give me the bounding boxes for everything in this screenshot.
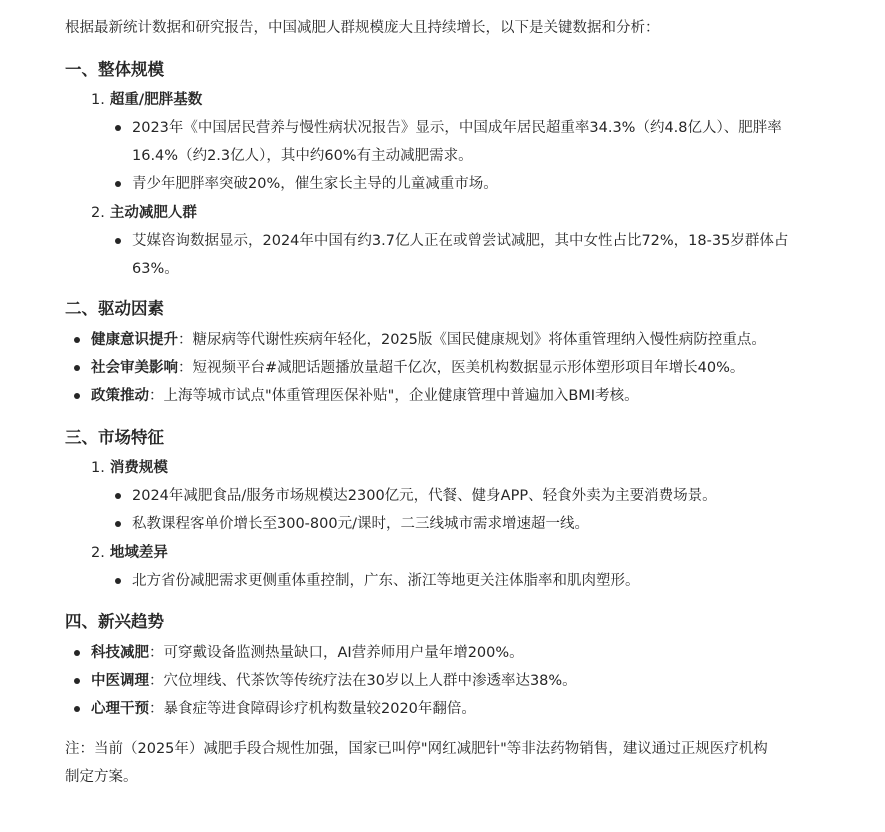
bullet-dot	[74, 650, 80, 656]
bullet-dot	[115, 238, 121, 244]
section-heading-4: 四、新兴趋势	[65, 612, 164, 631]
subsection-1-1	[91, 90, 202, 110]
item-text: ：可穿戴设备监测热量缺口，AI营养师用户量年增200%。	[149, 645, 524, 661]
list-number: 1.	[91, 92, 105, 108]
note-text: 注：当前（2025年）减肥手段合规性加强，国家已叫停"网红减肥针"等非法药物销售，建议通过正规医疗机构	[65, 741, 768, 757]
item-text: ：穴位埋线、代茶饮等传统疗法在30岁以上人群中渗透率达38%。	[149, 673, 577, 689]
list-number: 1.	[91, 460, 105, 476]
bullet-dot	[115, 181, 121, 187]
subsection-3-1	[91, 458, 168, 478]
item-text: ：上海等城市试点"体重管理医保补贴"，企业健康管理中普遍加入BMI考核。	[149, 388, 639, 404]
bullet-text-continued: 63%。	[132, 261, 179, 277]
bullet-dot	[74, 365, 80, 371]
item-label: 政策推动	[91, 388, 149, 404]
subsection-1-2	[91, 203, 197, 223]
item-label: 健康意识提升	[91, 332, 178, 348]
bullet-text: 青少年肥胖率突破20%，催生家长主导的儿童减重市场。	[132, 176, 498, 192]
item-label: 心理干预	[91, 701, 149, 717]
subsection-title: 主动减肥人群	[109, 205, 197, 221]
section-heading-1: 一、整体规模	[65, 60, 164, 79]
subsection-title: 超重/肥胖基数	[109, 92, 203, 108]
bullet-text: 艾媒咨询数据显示，2024年中国有约3.7亿人正在或曾尝试减肥，其中女性占比72%，18-35岁群体占	[132, 233, 789, 249]
item-label: 中医调理	[91, 673, 149, 689]
factor-item	[91, 386, 639, 406]
factor-item	[91, 358, 744, 378]
bullet-dot	[115, 125, 121, 131]
list-number: 2.	[91, 545, 105, 561]
trend-item	[91, 699, 476, 719]
bullet-dot	[115, 521, 121, 527]
subsection-title: 消费规模	[109, 460, 168, 476]
bullet-dot	[74, 678, 80, 684]
bullet-text: 2023年《中国居民营养与慢性病状况报告》显示，中国成年居民超重率34.3%（约4.8亿人）、肥胖率	[132, 120, 782, 136]
bullet-dot	[74, 337, 80, 343]
list-number: 2.	[91, 205, 105, 221]
bullet-dot	[74, 706, 80, 712]
item-label: 社会审美影响	[91, 360, 178, 376]
bullet-text: 北方省份减肥需求更侧重体重控制，广东、浙江等地更关注体脂率和肌肉塑形。	[132, 573, 640, 589]
bullet-text: 2024年减肥食品/服务市场规模达2300亿元，代餐、健身APP、轻食外卖为主要消费场景。	[132, 488, 717, 504]
subsection-title: 地域差异	[109, 545, 168, 561]
note-text-continued: 制定方案。	[65, 769, 138, 785]
bullet-dot	[74, 393, 80, 399]
bullet-text-continued: 16.4%（约2.3亿人），其中约60%有主动减肥需求。	[132, 148, 473, 164]
factor-item	[91, 330, 766, 350]
item-text: ：糖尿病等代谢性疾病年轻化，2025版《国民健康规划》将体重管理纳入慢性病防控重点。	[178, 332, 766, 348]
section-heading-3: 三、市场特征	[65, 428, 164, 447]
item-text: ：短视频平台#减肥话题播放量超千亿次，医美机构数据显示形体塑形项目年增长40%。	[178, 360, 745, 376]
bullet-dot	[115, 578, 121, 584]
subsection-3-2	[91, 543, 168, 563]
intro-text: 根据最新统计数据和研究报告，中国减肥人群规模庞大且持续增长，以下是关键数据和分析：	[65, 20, 660, 36]
bullet-dot	[115, 493, 121, 499]
trend-item	[91, 671, 577, 691]
bullet-text: 私教课程客单价增长至300-800元/课时，二三线城市需求增速超一线。	[132, 516, 589, 532]
trend-item	[91, 643, 524, 663]
section-heading-2: 二、驱动因素	[65, 299, 164, 318]
item-text: ：暴食症等进食障碍诊疗机构数量较2020年翻倍。	[149, 701, 476, 717]
item-label: 科技减肥	[91, 645, 149, 661]
